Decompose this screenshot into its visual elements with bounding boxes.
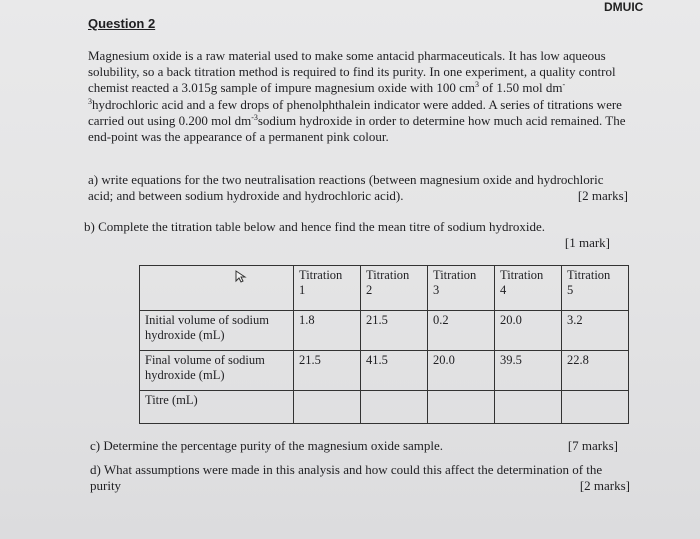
intro-text-4: sodium hydroxide in order to determine how much acid remained. The end-point was the appearance of a permanent pink colour. [88,112,626,145]
intro-sup-3: -3 [251,112,258,122]
table-cell[interactable]: 21.5 [361,311,428,351]
part-b-text: b) Complete the titration table below and hence find the mean titre of sodium hydroxide. [84,219,546,234]
part-a-text: a) write equations for the two neutralisation reactions (between magnesium oxide and hydrochloric acid; and between sodium hydroxide and hydrochloric acid). [88,172,604,203]
table-cell[interactable]: 39.5 [495,351,562,391]
part-b-marks: [1 mark] [564,235,610,250]
table-cell[interactable]: 41.5 [361,351,428,391]
question-title: Question 2 [88,16,156,31]
row-label: Initial volume of sodium hydroxide (mL) [140,311,294,351]
intro-text-1: Magnesium oxide is a raw material used to make some antacid pharmaceuticals. It has low aqueous solubility, so a back titration method is required to find its purity. In one experiment, a quality control chemist reacted a 3.015g sample of impure magnesium oxide with 100 cm [88,48,616,96]
intro-sup-2: -3 [88,80,566,106]
table-corner-cell [140,266,294,311]
table-cell[interactable]: 3.2 [562,311,629,351]
part-d-marks: [2 marks] [579,478,630,493]
table-header-cell: Titration 1 [294,266,361,311]
titre-cell[interactable] [361,391,428,424]
part-a-marks: [2 marks] [577,188,628,203]
table-row [140,311,629,351]
table-row [140,351,629,391]
titre-cell[interactable] [294,391,361,424]
table-header-cell: Titration 5 [562,266,629,311]
titration-table [139,265,629,424]
table-header-cell: Titration 3 [428,266,495,311]
header-code: DMUIC [604,0,644,14]
table-cell[interactable]: 20.0 [428,351,495,391]
question-intro [88,48,628,145]
part-b [84,219,624,251]
table-cell[interactable]: 0.2 [428,311,495,351]
part-c [90,438,618,454]
table-cell[interactable]: 22.8 [562,351,629,391]
titre-cell[interactable] [495,391,562,424]
table-cell[interactable]: 1.8 [294,311,361,351]
part-d-text: d) What assumptions were made in this analysis and how could this affect the determination of the purity [90,462,603,493]
table-header-row [140,266,629,311]
table-row [140,391,629,424]
row-label: Titre (mL) [140,391,294,424]
table-header-cell: Titration 4 [495,266,562,311]
cursor-icon [234,270,248,284]
part-d [90,462,630,494]
titre-cell[interactable] [428,391,495,424]
row-label: Final volume of sodium hydroxide (mL) [140,351,294,391]
intro-sup-1: 3 [475,80,480,90]
table-cell[interactable]: 21.5 [294,351,361,391]
table-cell[interactable]: 20.0 [495,311,562,351]
intro-text-3: hydrochloric acid and a few drops of phenolphthalein indicator were added. A series of titrations were carried out using 0.200 mol dm [88,96,622,128]
part-c-marks: [7 marks] [567,438,618,453]
part-a [88,172,628,204]
intro-text-2: of 1.50 mol dm [479,80,563,96]
table-header-cell: Titration 2 [361,266,428,311]
titre-cell[interactable] [562,391,629,424]
part-c-text: c) Determine the percentage purity of the magnesium oxide sample. [90,438,444,453]
